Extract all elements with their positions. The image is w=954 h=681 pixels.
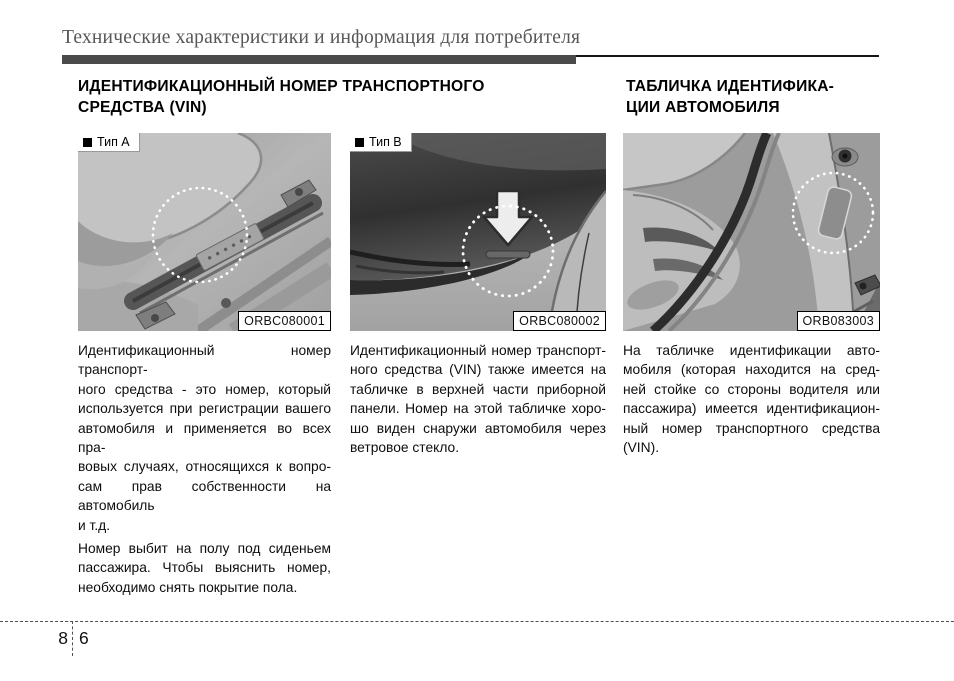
figure-code: ORB083003 [797,311,881,331]
header-rule-line [576,55,879,57]
section-title-line: ТАБЛИЧКА ИДЕНТИФИКА- [626,78,835,95]
vin-windshield-illustration [350,133,606,331]
vin-plate [486,251,530,258]
page-number: 6 [79,628,89,648]
vin-floor-illustration [78,133,331,331]
figure-type-label [350,133,412,152]
paragraph: Идентификационный номер транспорт- ного средства (VIN) также имеется на табличке в верхней части приборной панели. Номер на этой табличке хоро- шо виден снаружи автомобиля через ветровое стекло. [350,343,606,456]
figure-id-plate-pillar [623,133,880,331]
pillar-plate-illustration [623,133,880,331]
section-title-id-plate [626,76,834,118]
footer-dashed-rule [0,621,954,622]
figure-vin-floor [78,133,331,331]
section-title-line: ИДЕНТИФИКАЦИОННЫЙ НОМЕР ТРАНСПОРТНОГО [78,78,485,95]
paragraph: Идентификационный номер транспорт- ного средства - это номер, который используется при регистрации вашего автомобиля и применяется во всех пра- вовых случаях, относящихся к вопро- сам прав собственности на автомобиль и т.д. [78,343,331,533]
body-column-id-plate [623,341,880,461]
black-square-icon [355,138,364,147]
figure-vin-windshield [350,133,606,331]
section-title-vin [78,76,485,118]
figure-code: ORBC080001 [238,311,331,331]
figure-code: ORBC080002 [513,311,606,331]
paragraph: Номер выбит на полу под сиденьем пассажира. Чтобы выяснить номер, необходимо снять покрытие пола. [78,541,331,595]
black-square-icon [83,138,92,147]
page-header-title: Технические характеристики и информация для потребителя [62,27,581,48]
header-accent-bar [62,55,576,64]
figure-type-text: Тип A [97,135,130,149]
section-title-line: СРЕДСТВА (VIN) [78,99,207,116]
section-title-line: ЦИИ АВТОМОБИЛЯ [626,99,780,116]
figure-type-label [78,133,140,152]
figure-type-text: Тип B [369,135,402,149]
chapter-number: 8 [58,628,68,648]
body-column-vin-floor [78,341,331,601]
body-column-vin-windshield [350,341,606,461]
footer-divider-line [72,621,73,656]
paragraph: На табличке идентификации авто- мобиля (которая находится на сред- ней стойке со стороны водителя или пассажира) имеется идентификацион- ный номер транспортного средства (VIN). [623,343,880,456]
